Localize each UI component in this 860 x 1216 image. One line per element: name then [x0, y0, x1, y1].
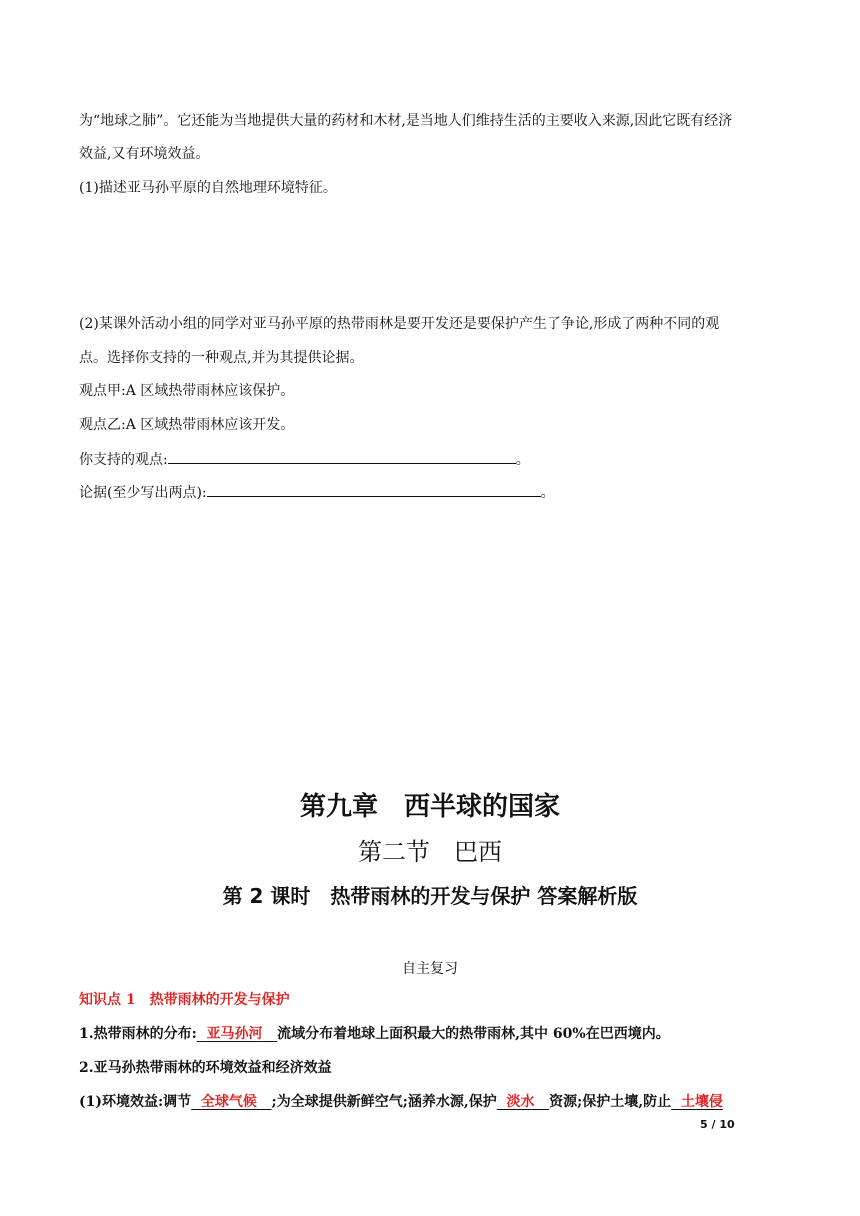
question-2-line-1: (2)某课外活动小组的同学对亚马孙平原的热带雨林是要开发还是要保护产生了争论,形成了两种不同的观 — [79, 316, 720, 332]
intro-line-1: 为“地球之肺”。它还能为当地提供大量的药材和木材,是当地人们维持生活的主要收入来源,因此它既有经济 — [79, 113, 733, 129]
item-3-fill-2 — [497, 1092, 549, 1112]
evidence-blank — [207, 482, 541, 497]
knowledge-point-heading: 知识点 1 热带雨林的开发与保护 — [79, 992, 290, 1008]
item-3 — [79, 1092, 723, 1112]
item-1 — [79, 1024, 670, 1044]
question-2-line-2: 点。选择你支持的一种观点,并为其提供论据。 — [79, 350, 364, 366]
question-1: (1)描述亚马孙平原的自然地理环境特征。 — [79, 180, 337, 196]
item-3-fill-1 — [191, 1092, 271, 1112]
support-answer-line — [79, 449, 530, 470]
lesson-title: 第 2 课时 热带雨林的开发与保护 答案解析版 — [222, 884, 638, 908]
item-3-answer-2: 淡水 — [506, 1094, 535, 1110]
support-label: 你支持的观点: — [79, 452, 168, 468]
view-a: 观点甲:A 区域热带雨林应该保护。 — [79, 383, 295, 399]
item-3-mid-2: 资源;保护土壤,防止 — [549, 1094, 672, 1110]
support-blank — [168, 449, 516, 464]
item-3-fill-3 — [671, 1092, 723, 1112]
item-3-pre: (1)环境效益:调节 — [79, 1094, 192, 1110]
view-b: 观点乙:A 区域热带雨林应该开发。 — [79, 417, 295, 433]
chapter-title: 第九章 西半球的国家 — [299, 792, 560, 822]
support-end: 。 — [515, 452, 530, 468]
item-1-fill — [197, 1024, 277, 1044]
evidence-end: 。 — [540, 485, 555, 501]
evidence-answer-line — [79, 482, 555, 503]
item-3-answer-3: 土壤侵 — [680, 1094, 723, 1110]
page-number: 5 / 10 — [700, 1118, 735, 1131]
item-1-post: 流域分布着地球上面积最大的热带雨林,其中 60%在巴西境内。 — [277, 1026, 670, 1042]
item-1-answer: 亚马孙河 — [206, 1026, 263, 1042]
item-3-mid-1: ;为全球提供新鲜空气;涵养水源,保护 — [271, 1094, 497, 1110]
item-1-pre: 1.热带雨林的分布: — [79, 1026, 197, 1042]
evidence-label: 论据(至少写出两点): — [79, 485, 207, 501]
item-3-answer-1: 全球气候 — [200, 1094, 257, 1110]
item-2: 2.亚马孙热带雨林的环境效益和经济效益 — [79, 1060, 332, 1076]
intro-line-2: 效益,又有环境效益。 — [79, 146, 210, 162]
section-title: 第二节 巴西 — [358, 838, 502, 866]
review-heading: 自主复习 — [402, 961, 458, 977]
